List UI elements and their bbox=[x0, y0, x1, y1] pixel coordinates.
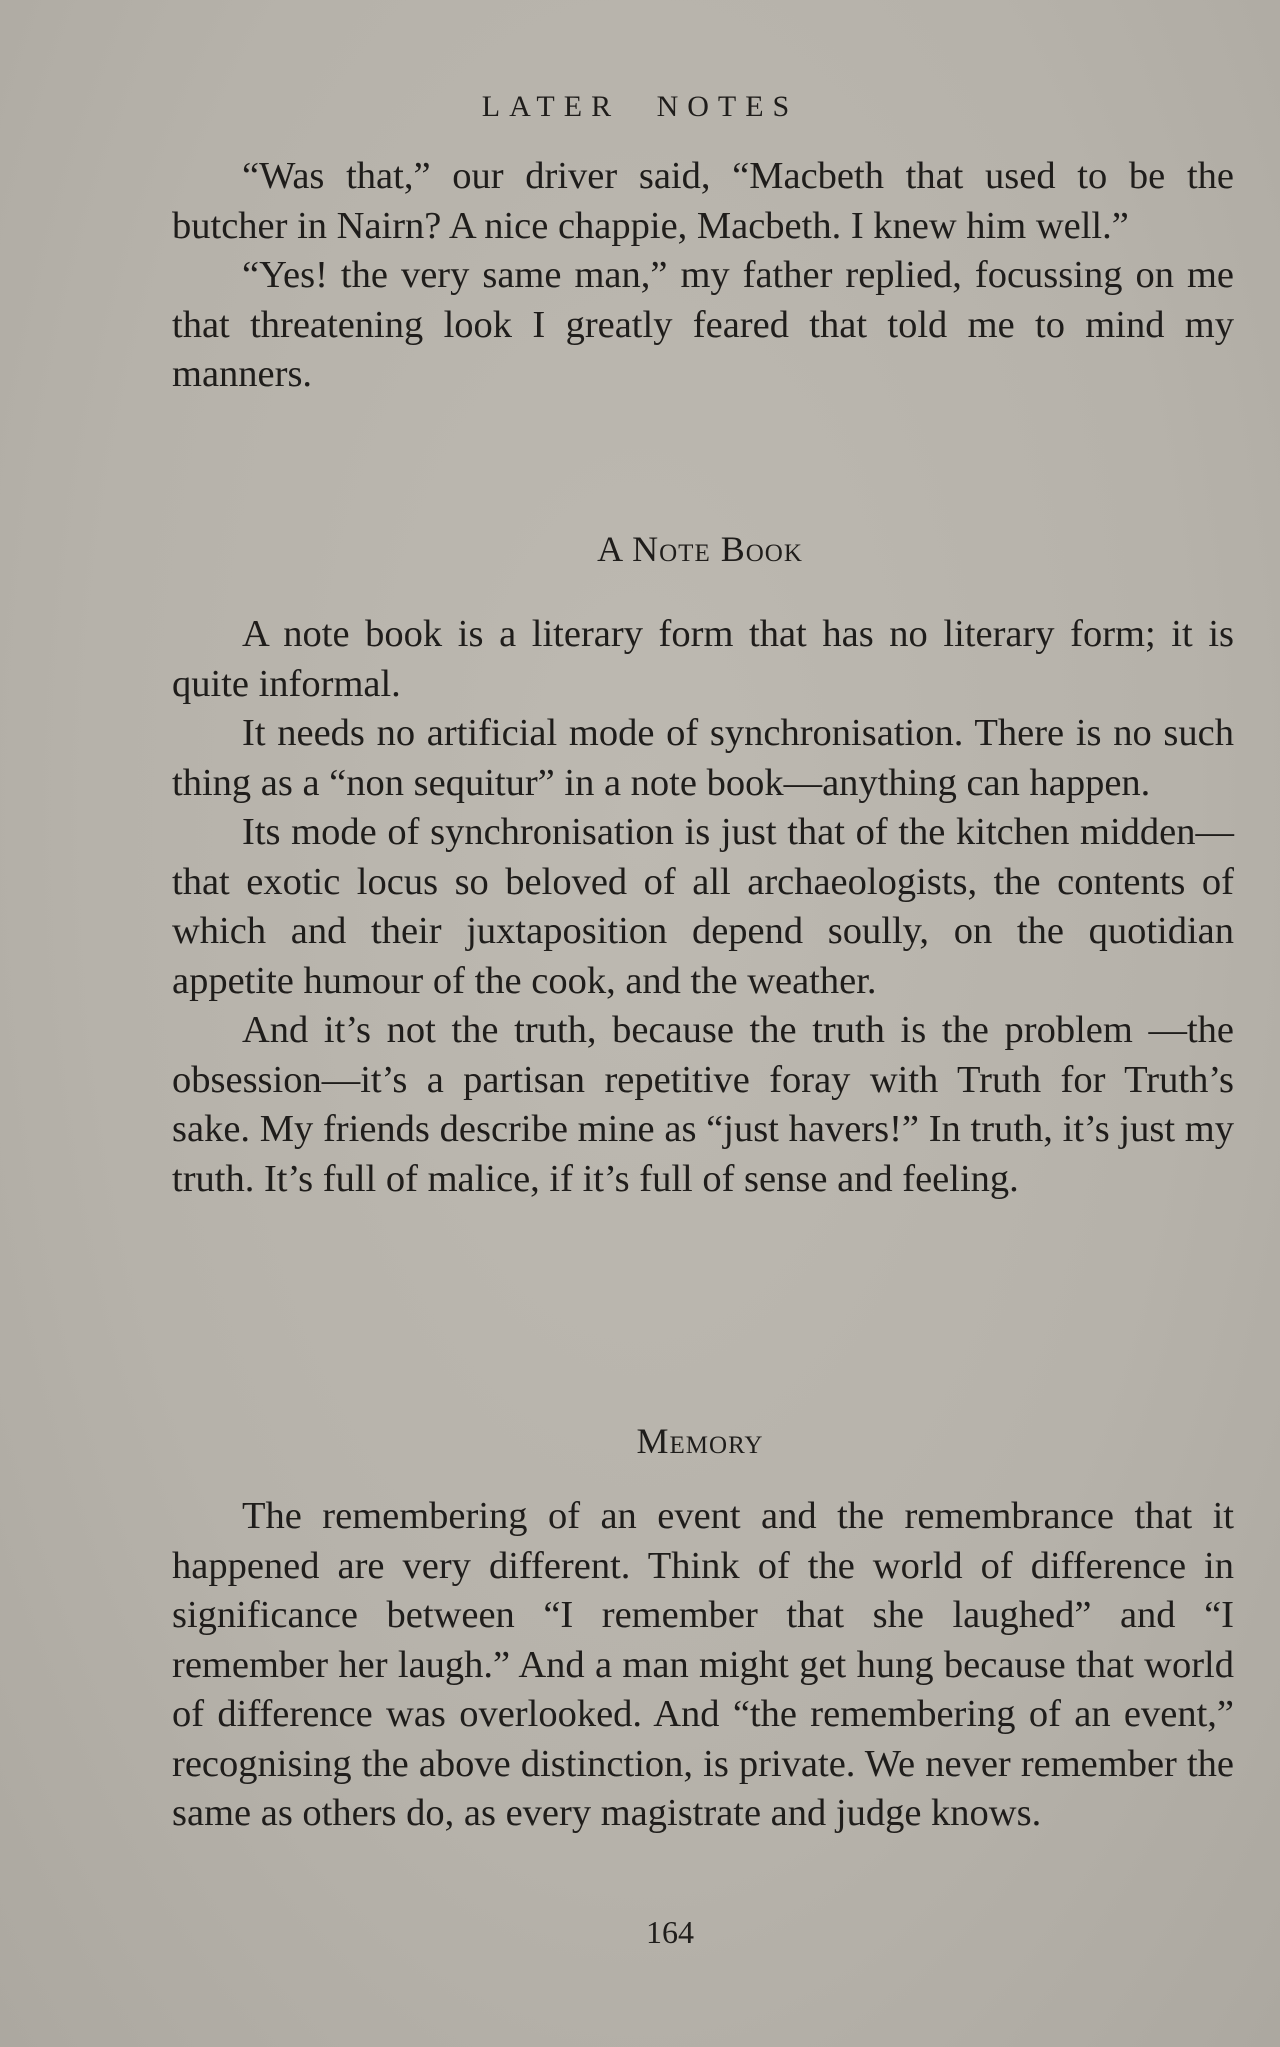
paragraph: Its mode of synchronisation is just that of the kitchen midden—that exotic locus so beloved of all archaeologists, the contents of which and their juxtaposition depend soully, on the quotidian appetite humour of the cook, and the weather. bbox=[172, 811, 1234, 1002]
note-book-text bbox=[172, 610, 1234, 1204]
paragraph: And it’s not the truth, because the truth is the problem —the obsession—it’s a partisan repetitive foray with Truth for Truth’s sake. My friends describe mine as “just havers!” In truth, it’s just my truth. It’s full of malice, if it’s full of sense and feeling. bbox=[172, 1009, 1234, 1200]
running-head: LATER NOTES bbox=[481, 90, 799, 123]
memory-text bbox=[172, 1492, 1234, 1839]
page-number: 164 bbox=[646, 1914, 694, 1950]
section-heading-note-book: A Note Book bbox=[597, 529, 803, 569]
paragraph: “Was that,” our driver said, “Macbeth that used to be the butcher in Nairn? A nice chappie, Macbeth. I knew him well.” bbox=[172, 155, 1234, 247]
section-heading-memory: Memory bbox=[636, 1421, 764, 1461]
paragraph: A note book is a literary form that has no literary form; it is quite informal. bbox=[172, 613, 1234, 705]
paragraph: It needs no artificial mode of synchronisation. There is no such thing as a “non sequitur” in a note book—anything can happen. bbox=[172, 712, 1234, 804]
paragraph: “Yes! the very same man,” my father replied, focussing on me that threatening look I greatly feared that told me to mind my manners. bbox=[172, 254, 1234, 395]
paragraph: The remembering of an event and the remembrance that it happened are very different. Think of the world of difference in significance between “I remember that she laughed” and “I remember her laugh.” And a man might get hung because that world of difference was overlooked. And “the remembering of an event,” recognising the above distinction, is private. We never remember the same as others do, as every magistrate and judge knows. bbox=[172, 1495, 1234, 1834]
opening-text bbox=[172, 152, 1234, 400]
